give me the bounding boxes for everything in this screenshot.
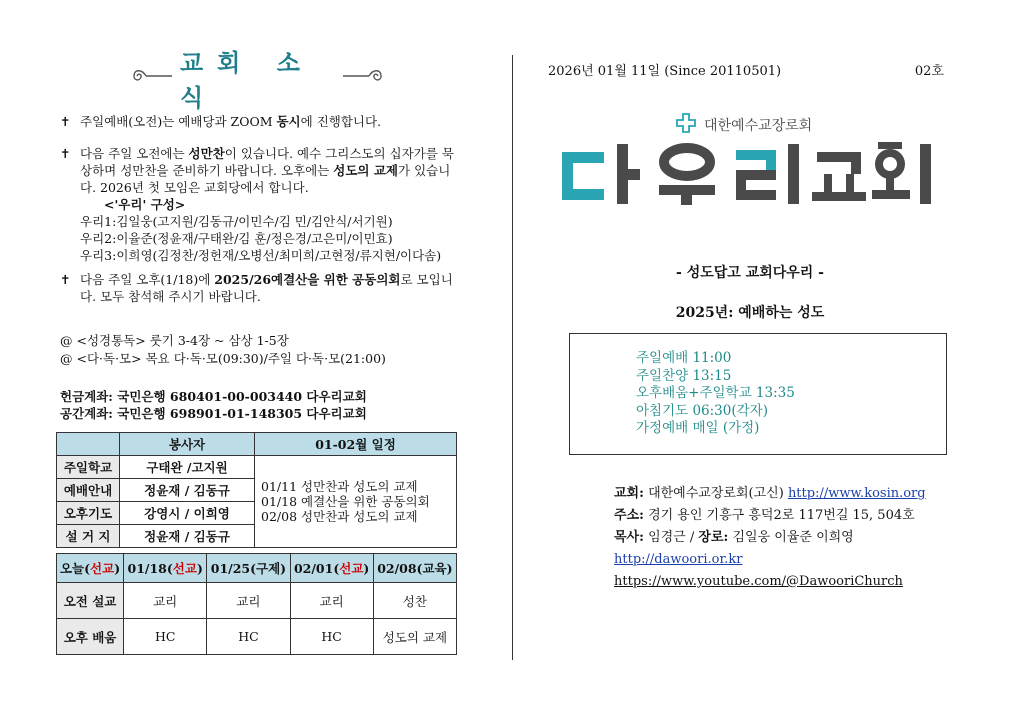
body-text: 다음 주일 오전에는: [80, 146, 189, 161]
sermon-cell: HC: [124, 619, 207, 655]
church-website-link[interactable]: http://dawoori.or.kr: [614, 552, 743, 567]
issue-number: 02호: [914, 64, 944, 79]
church-logo-graphic: [562, 140, 942, 210]
news-title-text: 교회 소식: [180, 48, 314, 112]
role-label: 오후기도: [57, 502, 120, 525]
motto: - 성도답고 교회다우리 -: [676, 265, 824, 281]
volunteer-names: 정윤재 / 김동규: [120, 479, 255, 502]
flourish-left-icon: [130, 66, 174, 91]
woori-group: 우리3:이희영(김정찬/정헌재/오병선/최미희/고현정/류지현/이다솜): [80, 248, 442, 263]
service-times-box: [569, 333, 947, 455]
column-divider: [512, 55, 513, 660]
bible-reading: @ <성경통독> 룻기 3-4장 ~ 삼상 1-5장: [60, 333, 289, 348]
issue-date: 2026년 01월 11일 (Since 20110501): [548, 64, 782, 79]
church-label: 교회:: [614, 486, 644, 501]
body-text: 가 있습니다. 2026년 첫 모임은 교회당에서 합니다.: [80, 163, 451, 195]
news-title: [130, 48, 385, 112]
denomination: [676, 113, 812, 137]
volunteer-names: 정윤재 / 김동규: [120, 525, 255, 548]
volunteer-header: 봉사자: [120, 433, 255, 456]
church-value: 대한예수교장로회(고신): [648, 486, 784, 501]
news-item: [60, 271, 460, 305]
church-info: [614, 483, 954, 593]
schedule-item: 02/08 성만찬과 성도의 교제: [261, 509, 418, 524]
cross-icon: ✝: [60, 146, 71, 161]
accounts: [60, 388, 367, 422]
sermon-cell: 교리: [290, 583, 373, 619]
service-time: 아침기도 06:30(각자): [636, 402, 768, 419]
news-item-text: [80, 113, 460, 130]
sermon-row-label: 오후 배움: [57, 619, 124, 655]
church-logo: [562, 140, 942, 213]
sermon-cell: 성도의 교제: [373, 619, 456, 655]
service-time: 가정예배 매일 (가정): [636, 420, 760, 436]
emphasis-text: 성도의 교제: [333, 163, 399, 178]
volunteer-table: [56, 432, 457, 548]
reading-plan: [60, 332, 386, 368]
info-staff: [614, 527, 954, 549]
service-time: 주일찬양 13:15: [636, 367, 732, 384]
role-label: 설 거 지: [57, 525, 120, 548]
elder-value: 김일웅 이율준 이희영: [732, 530, 854, 545]
woori-group: 우리2:이율준(정윤재/구태완/김 훈/정은경/고은미/이민효): [80, 231, 393, 246]
youtube-link[interactable]: https://www.youtube.com/@DawooriChurch: [614, 574, 903, 589]
cross-icon: ✝: [60, 114, 71, 129]
sermon-cell: 교리: [207, 583, 290, 619]
info-address: [614, 505, 954, 527]
sermon-date-header: 오늘(선교): [57, 554, 124, 583]
sermon-cell: 성찬: [373, 583, 456, 619]
pastor-label: 목사:: [614, 530, 644, 545]
year-theme: 2025년: 예배하는 성도: [675, 305, 825, 321]
sermon-row-label: 오전 설교: [57, 583, 124, 619]
schedule-list: [255, 456, 457, 548]
body-text: 로 모입니다. 모두 참석해 주시기 바랍니다.: [80, 272, 453, 304]
info-church: [614, 483, 954, 505]
elder-label: 장로:: [698, 530, 729, 545]
address-value: 경기 용인 기흥구 흥덕2로 117번길 15, 504호: [648, 508, 915, 523]
service-time: 오후배움+주일학교 13:35: [636, 385, 795, 401]
denomination-name: 대한예수교장로회: [704, 118, 813, 134]
service-time: 주일예배 11:00: [636, 350, 732, 366]
woori-heading: <'우리' 구성>: [104, 197, 186, 212]
body-text: 주일예배(오전)는 예배당과 ZOOM: [80, 114, 277, 129]
address-label: 주소:: [614, 508, 644, 523]
offering-account: 헌금계좌: 국민은행 680401-00-003440 다우리교회: [60, 389, 367, 404]
sermon-table: [56, 553, 457, 655]
volunteer-names: 강영시 / 이희영: [120, 502, 255, 525]
cross-icon: ✝: [60, 272, 71, 287]
volunteer-names: 구태완 /고지원: [120, 456, 255, 479]
sermon-cell: HC: [290, 619, 373, 655]
body-text: 다음 주일 오후(1/18)에: [80, 272, 215, 287]
sermon-date-header: 01/25(구제): [207, 554, 290, 583]
schedule-item: 01/11 성만찬과 성도의 교제: [261, 479, 418, 494]
emphasis-text: 성만찬: [188, 146, 225, 161]
sermon-cell: HC: [207, 619, 290, 655]
dadokmo-schedule: @ <다·독·모> 목요 다·독·모(09:30)/주일 다·독·모(21:00): [60, 351, 386, 366]
schedule-item: 01/18 예결산을 위한 공동의회: [261, 494, 430, 509]
news-item-text: [80, 145, 460, 196]
emphasis-text: 동시: [276, 114, 301, 129]
body-text: 에 진행합니다.: [300, 114, 382, 129]
sermon-date-header: 02/01(선교): [290, 554, 373, 583]
sermon-date-header: 01/18(선교): [124, 554, 207, 583]
sermon-date-header: 02/08(교육): [373, 554, 456, 583]
role-label: 주일학교: [57, 456, 120, 479]
sermon-cell: 교리: [124, 583, 207, 619]
pastor-value: 임경근 /: [648, 530, 699, 545]
body-text: 이 있습니다. 예수 그리스도의 십자가를 묵상하며 성만찬을 준비하기 바랍니다. 오후에는: [80, 146, 454, 178]
news-item: [60, 113, 460, 130]
flourish-right-icon: [341, 66, 385, 91]
woori-group: 우리1:김일웅(고지원/김동규/이민수/김 민/김안식/서기원): [80, 214, 393, 229]
kosin-link[interactable]: http://www.kosin.org: [787, 486, 926, 501]
emphasis-text: 2025/26예결산을 위한 공동의회: [214, 272, 401, 287]
news-item-text: [80, 271, 460, 305]
space-account: 공간계좌: 국민은행 698901-01-148305 다우리교회: [60, 406, 367, 421]
denomination-cross-icon: [676, 113, 696, 137]
news-item: [60, 145, 460, 264]
masthead-dateline: [548, 60, 944, 79]
table-corner: [57, 433, 120, 456]
schedule-header: 01-02월 일정: [255, 433, 457, 456]
role-label: 예배안내: [57, 479, 120, 502]
